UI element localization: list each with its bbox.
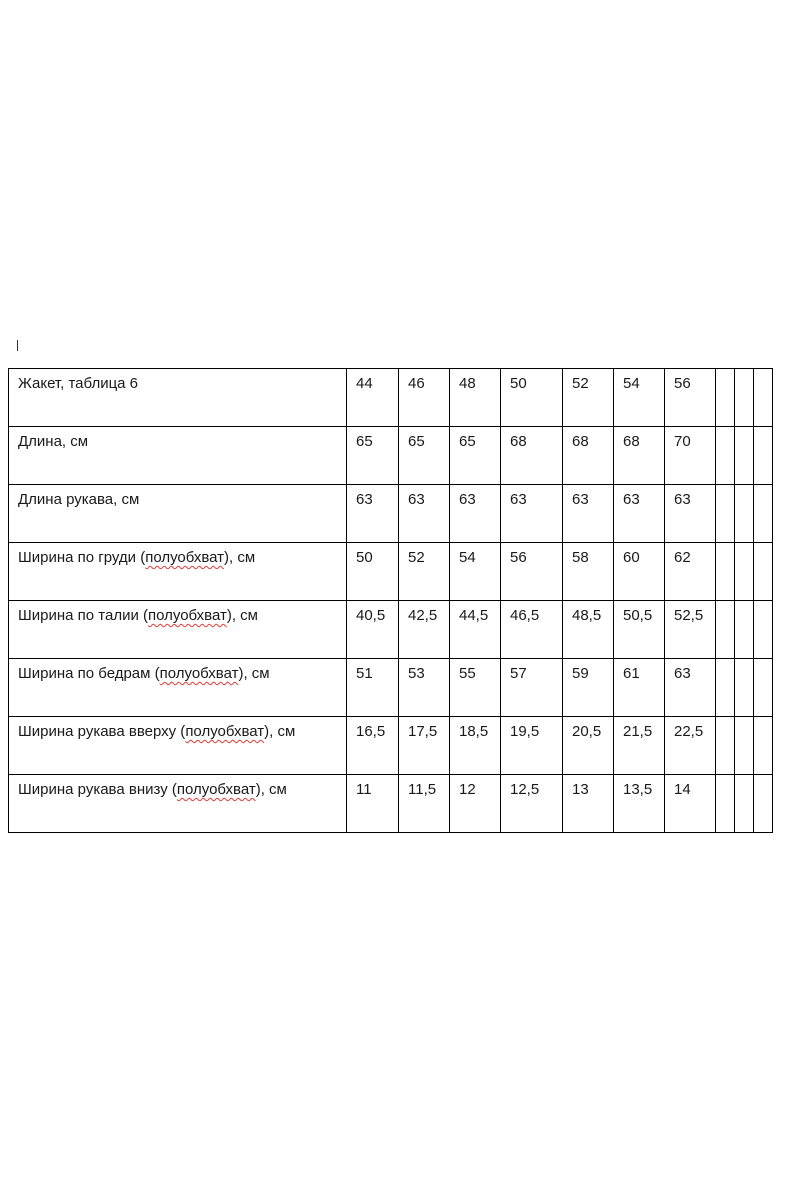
size-value-cell: 63 <box>665 485 716 543</box>
size-value-cell: 48 <box>450 369 501 427</box>
empty-cell <box>716 717 735 775</box>
empty-cell <box>735 659 754 717</box>
table-row <box>9 427 773 485</box>
size-value-cell: 59 <box>563 659 614 717</box>
size-value-cell: 55 <box>450 659 501 717</box>
size-value-cell: 63 <box>665 659 716 717</box>
empty-cell <box>735 369 754 427</box>
size-value-cell: 53 <box>399 659 450 717</box>
empty-cell <box>735 601 754 659</box>
row-label-text: Ширина по груди ( <box>18 549 146 566</box>
empty-cell <box>716 485 735 543</box>
size-value-cell: 63 <box>399 485 450 543</box>
size-value-cell: 50 <box>347 543 399 601</box>
row-label-cell <box>9 543 347 601</box>
empty-cell <box>754 485 773 543</box>
size-value-cell: 20,5 <box>563 717 614 775</box>
row-label-text: Ширина рукава вверху ( <box>18 723 186 740</box>
size-value-cell: 68 <box>501 427 563 485</box>
size-value-cell: 65 <box>347 427 399 485</box>
empty-cell <box>716 543 735 601</box>
size-value-cell: 12 <box>450 775 501 833</box>
row-label-cell <box>9 485 347 543</box>
size-value-cell: 63 <box>450 485 501 543</box>
size-value-cell: 63 <box>347 485 399 543</box>
size-value-cell: 54 <box>450 543 501 601</box>
empty-cell <box>735 775 754 833</box>
empty-cell <box>754 427 773 485</box>
table-row <box>9 485 773 543</box>
size-value-cell: 16,5 <box>347 717 399 775</box>
size-value-cell: 17,5 <box>399 717 450 775</box>
empty-cell <box>716 369 735 427</box>
size-value-cell: 57 <box>501 659 563 717</box>
size-value-cell: 70 <box>665 427 716 485</box>
row-label-suffix: ), см <box>226 607 258 624</box>
size-value-cell: 63 <box>563 485 614 543</box>
size-value-cell: 12,5 <box>501 775 563 833</box>
row-label-spellcheck-word: полуобхват <box>148 607 227 624</box>
size-value-cell: 65 <box>450 427 501 485</box>
size-value-cell: 46 <box>399 369 450 427</box>
empty-cell <box>735 485 754 543</box>
size-value-cell: 50,5 <box>614 601 665 659</box>
empty-cell <box>716 601 735 659</box>
table-row <box>9 659 773 717</box>
size-value-cell: 54 <box>614 369 665 427</box>
size-value-cell: 63 <box>614 485 665 543</box>
row-label-text: Ширина по талии ( <box>18 607 148 624</box>
size-value-cell: 46,5 <box>501 601 563 659</box>
size-value-cell: 60 <box>614 543 665 601</box>
size-value-cell: 48,5 <box>563 601 614 659</box>
row-label-cell <box>9 369 347 427</box>
empty-cell <box>754 601 773 659</box>
size-value-cell: 44 <box>347 369 399 427</box>
empty-cell <box>716 775 735 833</box>
empty-cell <box>754 717 773 775</box>
size-value-cell: 68 <box>614 427 665 485</box>
row-label-cell <box>9 775 347 833</box>
size-value-cell: 63 <box>501 485 563 543</box>
row-label-cell <box>9 601 347 659</box>
size-value-cell: 11 <box>347 775 399 833</box>
size-value-cell: 52 <box>563 369 614 427</box>
size-value-cell: 50 <box>501 369 563 427</box>
size-value-cell: 13 <box>563 775 614 833</box>
row-label-cell <box>9 659 347 717</box>
table-row <box>9 543 773 601</box>
empty-cell <box>754 775 773 833</box>
size-value-cell: 19,5 <box>501 717 563 775</box>
size-value-cell: 42,5 <box>399 601 450 659</box>
table-row <box>9 601 773 659</box>
empty-cell <box>716 427 735 485</box>
size-value-cell: 44,5 <box>450 601 501 659</box>
size-value-cell: 68 <box>563 427 614 485</box>
size-value-cell: 62 <box>665 543 716 601</box>
row-label-cell <box>9 427 347 485</box>
size-value-cell: 56 <box>665 369 716 427</box>
row-label-text: Ширина по бедрам ( <box>18 665 160 682</box>
row-label-spellcheck-word: полуобхват <box>159 665 239 682</box>
empty-cell <box>735 543 754 601</box>
row-label-spellcheck-word: полуобхват <box>145 549 225 566</box>
size-value-cell: 14 <box>665 775 716 833</box>
empty-cell <box>754 369 773 427</box>
row-label-text: Ширина рукава внизу ( <box>18 781 177 798</box>
size-value-cell: 21,5 <box>614 717 665 775</box>
size-value-cell: 13,5 <box>614 775 665 833</box>
row-label-spellcheck-word: полуобхват <box>176 781 256 798</box>
size-chart-table <box>8 368 773 833</box>
size-value-cell: 18,5 <box>450 717 501 775</box>
empty-cell <box>735 717 754 775</box>
size-value-cell: 11,5 <box>399 775 450 833</box>
empty-cell <box>754 543 773 601</box>
row-label-cell <box>9 717 347 775</box>
row-label-text: Жакет, таблица 6 <box>18 375 139 392</box>
row-label-suffix: ), см <box>224 549 256 566</box>
size-value-cell: 51 <box>347 659 399 717</box>
table-row <box>9 369 773 427</box>
size-value-cell: 40,5 <box>347 601 399 659</box>
empty-cell <box>735 427 754 485</box>
row-label-text: Длина рукава, см <box>18 491 140 508</box>
row-label-suffix: ), см <box>255 781 287 798</box>
row-label-text: Длина, см <box>18 433 89 450</box>
table-row <box>9 717 773 775</box>
size-value-cell: 22,5 <box>665 717 716 775</box>
size-value-cell: 61 <box>614 659 665 717</box>
size-value-cell: 52,5 <box>665 601 716 659</box>
row-label-suffix: ), см <box>238 665 270 682</box>
empty-cell <box>754 659 773 717</box>
table-row <box>9 775 773 833</box>
text-cursor <box>17 340 18 351</box>
empty-cell <box>716 659 735 717</box>
size-value-cell: 65 <box>399 427 450 485</box>
row-label-spellcheck-word: полуобхват <box>185 723 265 740</box>
size-value-cell: 56 <box>501 543 563 601</box>
size-value-cell: 52 <box>399 543 450 601</box>
size-value-cell: 58 <box>563 543 614 601</box>
row-label-suffix: ), см <box>264 723 296 740</box>
